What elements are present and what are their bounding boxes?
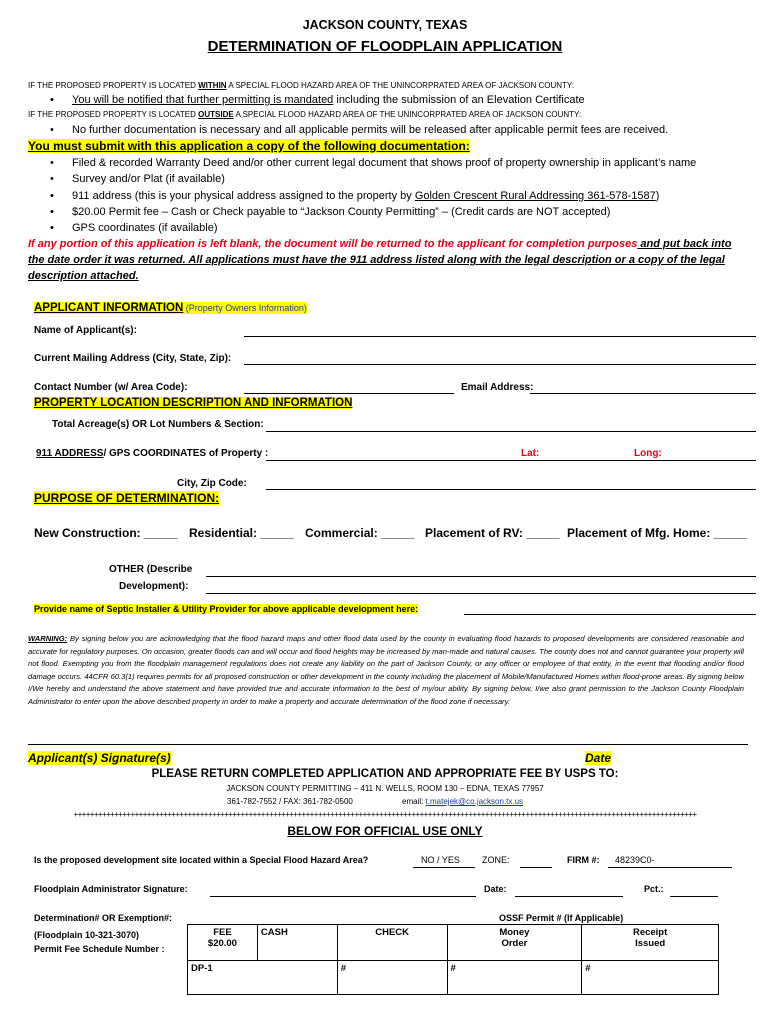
property-heading: PROPERTY LOCATION DESCRIPTION AND INFORMATION: [34, 397, 353, 409]
email-field[interactable]: [530, 393, 756, 394]
admin-signature-field[interactable]: [210, 896, 476, 897]
submit-item-gps: • GPS coordinates (if available): [72, 222, 218, 234]
contact-number-label: Contact Number (w/ Area Code):: [34, 382, 188, 393]
applicant-name-field[interactable]: [244, 336, 756, 337]
applicant-name-label: Name of Applicant(s):: [34, 325, 137, 336]
email-label: Email Address:: [461, 382, 534, 393]
mailing-address-label: Current Mailing Address (City, State, Zip):: [34, 353, 232, 364]
official-date-field[interactable]: [515, 896, 623, 897]
check-cell[interactable]: CHECK: [337, 925, 447, 961]
submit-item-survey: • Survey and/or Plat (if available): [72, 173, 225, 185]
separator: +++++++++++++++++++++++++++++++++++++++++++++++++++++++++++++++++++++++++++++++++++++++++++++++++++++++++++++++++++++++++++++++++++++++++++++++++++++++++: [73, 810, 697, 819]
official-date-label: Date:: [484, 884, 507, 894]
page-title: DETERMINATION OF FLOODPLAIN APPLICATION: [207, 38, 563, 55]
zone-label: ZONE:: [482, 855, 510, 865]
outside-bullet: • No further documentation is necessary and all applicable permits will be released after applicable permit fees are received.: [72, 124, 668, 136]
dp-cell[interactable]: DP-1: [188, 961, 338, 995]
commercial-option[interactable]: Commercial: _____: [305, 526, 415, 540]
blank-notice-line3: description attached.: [28, 270, 139, 282]
addressing-link[interactable]: Golden Crescent Rural Addressing 361-578-1587: [414, 190, 656, 202]
contact-number-field[interactable]: [244, 393, 454, 394]
signature-label: Applicant(s) Signature(s): [28, 751, 171, 765]
receipt-number-cell[interactable]: #: [582, 961, 719, 995]
cash-cell[interactable]: CASH: [257, 925, 337, 961]
official-heading: BELOW FOR OFFICIAL USE ONLY: [287, 824, 483, 838]
blank-notice-line2: the date order it was returned. All applications must have the 911 address listed along with the legal description or a copy of the legal: [28, 254, 725, 266]
other-field-line2[interactable]: [206, 593, 756, 594]
firm-field[interactable]: [608, 867, 732, 868]
other-label-line2: Development):: [119, 581, 189, 592]
zone-field[interactable]: [520, 867, 552, 868]
sfha-question: Is the proposed development site located within a Special Flood Hazard Area?: [34, 855, 369, 865]
address-gps-field[interactable]: [266, 460, 756, 461]
lat-label: Lat:: [521, 448, 540, 459]
ossf-label: OSSF Permit # (If Applicable): [499, 913, 624, 923]
mfg-home-option[interactable]: Placement of Mfg. Home: _____: [567, 526, 748, 540]
septic-installer-prompt: Provide name of Septic Installer & Utility Provider for above applicable development here:: [34, 604, 419, 614]
other-label-line1: OTHER (Describe: [109, 564, 193, 575]
rv-option[interactable]: Placement of RV: _____: [425, 526, 560, 540]
warning-paragraph: WARNING: By signing below you are acknowledging that the flood hazard maps and other flood data used by the county in evaluating flood hazards to proposed developments are considered reasonable and accurate for regulatory purposes. On occasion, greater floods can and will occur and flood heights may be increased by man-made and natural causes. The county does not and cannot guarantee your property will not flood. Exempting you from the floodplain management regulations does not create any liability on the part of Jackson County, or any officer or employee of that entity, in the event that flooding and/or flood damage occurs. 44CFR 60.3(1) requires permits for all proposed construction or other development in the county including the placement of Mobile/Manufactured Homes within flood-prone areas. By signing below I/We hereby and understand the above statement and have provided true and accurate information to the best of my/our ability. By signing below, I/we also grant permission to the Jackson County Floodplain Administrator to enter upon the above described property in order to make a property and accurate determination of the flood zone if necessary.: [28, 634, 744, 706]
submit-heading: You must submit with this application a copy of the following documentation:: [28, 139, 470, 153]
money-order-cell[interactable]: Money Order: [447, 925, 582, 961]
blank-notice-line1: If any portion of this application is left blank, the document will be returned to the applicant for completion purposes and put back into: [28, 238, 732, 250]
county-heading: JACKSON COUNTY, TEXAS: [302, 18, 468, 32]
check-number-cell[interactable]: #: [337, 961, 447, 995]
submit-item-fee: • $20.00 Permit fee – Cash or Check payable to “Jackson County Permitting” – (Credit cards are NOT accepted): [72, 206, 610, 218]
return-heading: PLEASE RETURN COMPLETED APPLICATION AND APPROPRIATE FEE BY USPS TO:: [151, 768, 619, 780]
determination-label: Determination# OR Exemption#:: [34, 913, 173, 923]
return-phone: 361-782-7552 / FAX: 361-782-0500: [227, 797, 353, 806]
city-zip-field[interactable]: [266, 489, 756, 490]
firm-label: FIRM #:: [567, 855, 600, 865]
submit-item-911: • 911 address (this is your physical address assigned to the property by Golden Crescent Rural Addressing 361-578-1587): [72, 190, 659, 202]
pct-field[interactable]: [670, 896, 718, 897]
signature-date-label: Date: [585, 751, 612, 765]
applicant-heading: APPLICANT INFORMATION (Property Owners Information): [34, 302, 307, 314]
no-yes-underline: [413, 867, 475, 868]
city-zip-label: City, Zip Code:: [177, 478, 247, 489]
acreage-label: Total Acreage(s) OR Lot Numbers & Section:: [52, 419, 264, 430]
email-link[interactable]: t.matejek@co.jackson.tx.us: [425, 797, 524, 806]
mailing-address-field[interactable]: [244, 364, 756, 365]
return-address: JACKSON COUNTY PERMITTING – 411 N. WELLS, ROOM 130 – EDNA, TEXAS 77957: [226, 784, 544, 793]
within-bullet: • You will be notified that further permitting is mandated including the submission of an Elevation Certificate: [72, 94, 585, 106]
firm-value: 48239C0-: [615, 855, 655, 865]
new-construction-option[interactable]: New Construction: _____: [34, 526, 178, 540]
long-label: Long:: [634, 448, 662, 459]
receipt-issued-cell: Receipt Issued: [582, 925, 719, 961]
within-notice: IF THE PROPOSED PROPERTY IS LOCATED WITHIN A SPECIAL FLOOD HAZARD AREA OF THE UNINCORPRATED AREA OF JACKSON COUNTY:: [28, 81, 575, 90]
septic-installer-field[interactable]: [464, 614, 756, 615]
outside-notice: IF THE PROPOSED PROPERTY IS LOCATED OUTSIDE A SPECIAL FLOOD HAZARD AREA OF THE UNINCORPRATED AREA OF JACKSON COUNTY:: [28, 110, 582, 119]
address-gps-label: 911 ADDRESS/ GPS COORDINATES of Property :: [36, 448, 269, 459]
other-field-line1[interactable]: [206, 576, 756, 577]
residential-option[interactable]: Residential: _____: [189, 526, 294, 540]
floodplain-code: (Floodplain 10-321-3070): [34, 930, 140, 940]
money-order-number-cell[interactable]: #: [447, 961, 582, 995]
purpose-heading: PURPOSE OF DETERMINATION:: [34, 491, 220, 505]
admin-signature-label: Floodplain Administrator Signature:: [34, 884, 188, 894]
submit-item-deed: • Filed & recorded Warranty Deed and/or other current legal document that shows proof of property ownership in applicant’s name: [72, 157, 696, 169]
no-yes-option[interactable]: NO / YES: [421, 855, 460, 865]
fee-cell: FEE $20.00: [188, 925, 258, 961]
payment-table: [187, 924, 719, 995]
return-email: email: t.matejek@co.jackson.tx.us: [402, 797, 524, 806]
pct-label: Pct.:: [644, 884, 664, 894]
acreage-field[interactable]: [266, 431, 756, 432]
signature-line[interactable]: [28, 744, 748, 745]
fee-schedule-label: Permit Fee Schedule Number :: [34, 944, 165, 954]
